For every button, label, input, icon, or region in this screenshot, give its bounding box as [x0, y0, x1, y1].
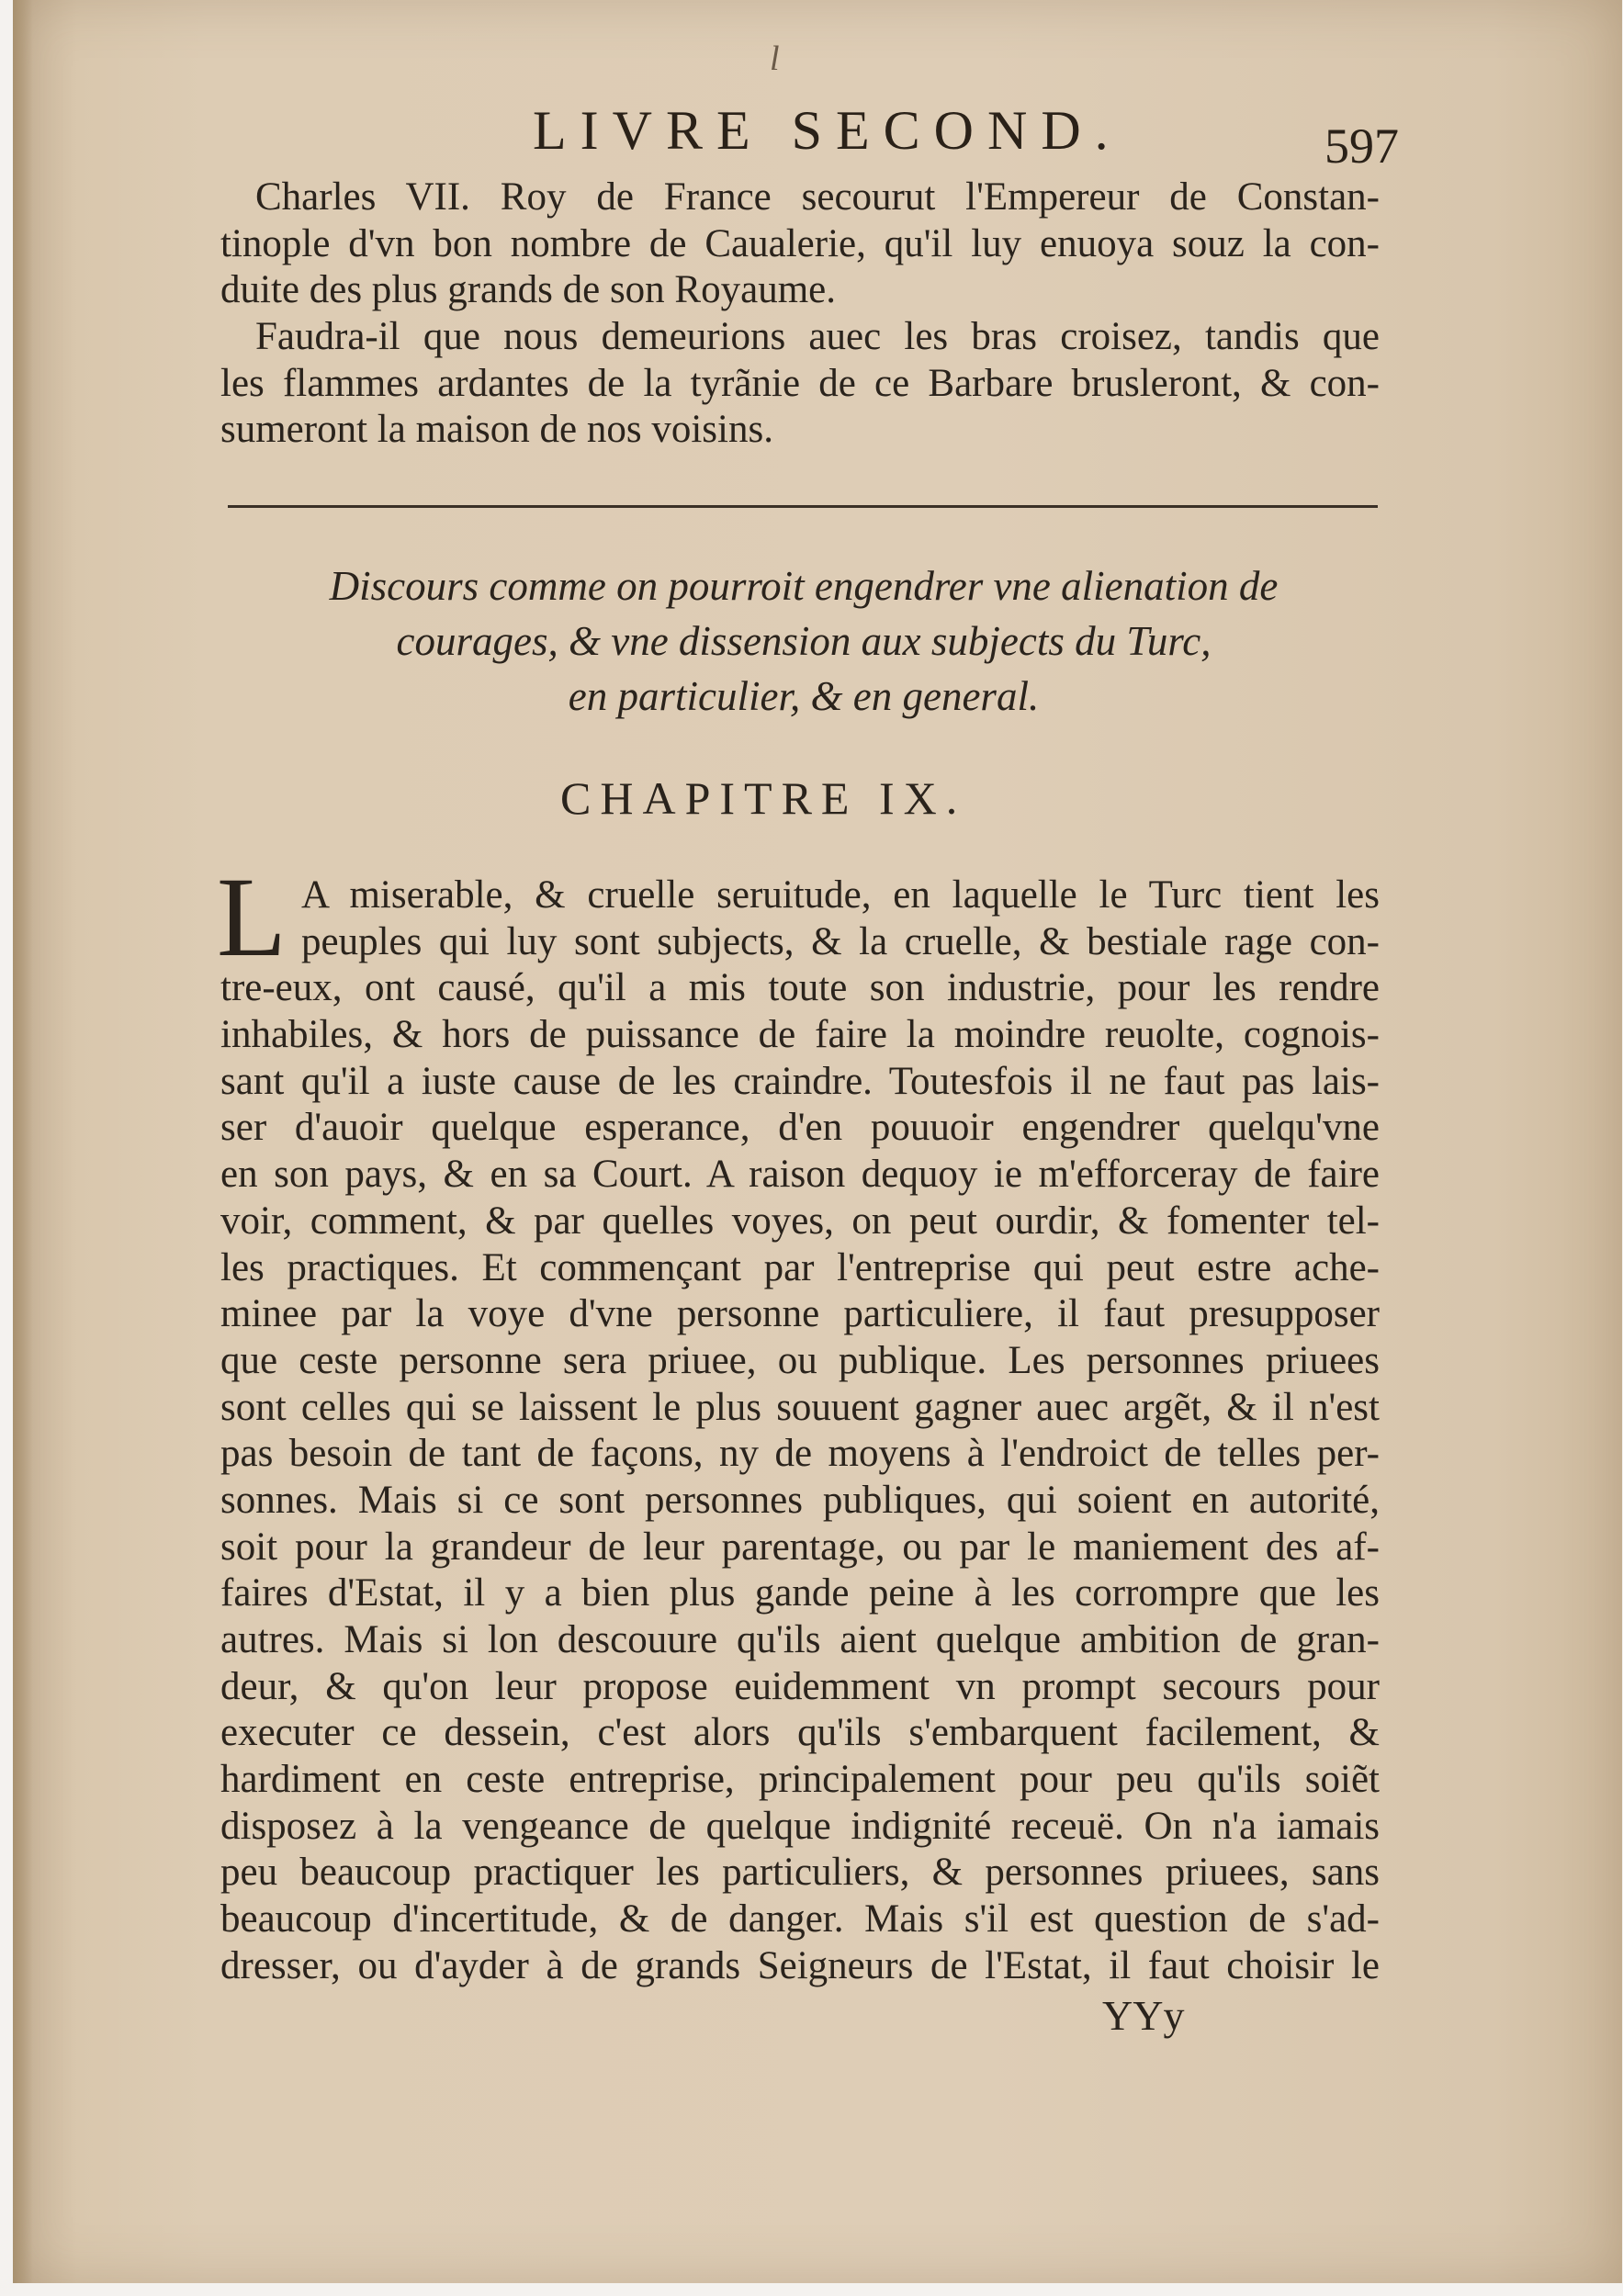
text-line: hardiment en ceste entreprise, principalement pour peu qu'ils soiẽt [220, 1758, 1380, 1802]
text-line: sumeront la maison de nos voisins. [220, 408, 773, 452]
section-rule [228, 505, 1378, 508]
text-line: inhabiles, & hors de puissance de faire la moindre reuolte, cognois- [220, 1013, 1380, 1057]
chapter-summary [202, 558, 1405, 724]
text-line: Faudra-il que nous demeurions auec les bras croisez, tandis que [255, 315, 1380, 359]
running-head: LIVRE SECOND. [533, 100, 1122, 161]
text-line: duite des plus grands de son Royaume. [220, 268, 836, 312]
text-line: ser d'auoir quelque esperance, d'en pouuoir engendrer quelqu'vne [220, 1106, 1380, 1150]
text-line: peu beaucoup practiquer les particuliers, & personnes priuees, sans [220, 1851, 1380, 1895]
pencil-mark: l [770, 39, 780, 78]
text-line: en son pays, & en sa Court. A raison dequoy ie m'efforceray de faire [220, 1153, 1380, 1197]
text-line: que ceste personne sera priuee, ou publique. Les personnes priuees [220, 1338, 1380, 1382]
text-line: minee par la voye d'vne personne particuliere, il faut presupposer [220, 1292, 1380, 1336]
caption-line: Discours comme on pourroit engendrer vne alienation de [329, 563, 1279, 609]
caption-line: en particulier, & en general. [568, 673, 1040, 719]
text-line: voir, comment, & par quelles voyes, on peut ourdir, & fomenter tel- [220, 1199, 1380, 1243]
text-line: pas besoin de tant de façons, ny de moyens à l'endroict de telles per- [220, 1432, 1380, 1476]
text-line: les practiques. Et commençant par l'entreprise qui peut estre ache- [220, 1245, 1380, 1289]
body-text [220, 872, 1380, 1990]
text-line: sonnes. Mais si ce sont personnes publiques, qui soient en autorité, [220, 1478, 1380, 1522]
text-line: sont celles qui se laissent le plus souuent gagner auec argẽt, & il n'est [220, 1385, 1380, 1429]
text-line: dresser, ou d'ayder à de grands Seigneurs de l'Estat, il faut choisir le [220, 1943, 1380, 1987]
text-line: disposez à la vengeance de quelque indignité receuë. On n'a iamais [220, 1804, 1380, 1848]
top-paragraphs [220, 174, 1380, 454]
text-line: beaucoup d'incertitude, & de danger. Mais s'il est question de s'ad- [220, 1897, 1380, 1941]
drop-cap: L [217, 854, 287, 980]
text-line: autres. Mais si lon descouure qu'ils aient quelque ambition de gran- [220, 1618, 1380, 1661]
caption-line: courages, & vne dissension aux subjects du Turc, [396, 618, 1212, 664]
text-line: tre-eux, ont causé, qu'il a mis toute son industrie, pour les rendre [220, 966, 1380, 1010]
text-line: Charles VII. Roy de France secourut l'Empereur de Constan- [255, 175, 1380, 219]
catchword: YYy [1102, 1992, 1185, 2039]
text-line: executer ce dessein, c'est alors qu'ils s'embarquent facilement, & [220, 1711, 1380, 1755]
chapter-heading: CHAPITRE IX. [560, 772, 967, 824]
text-line: deur, & qu'on leur propose euidemment vn prompt secours pour [220, 1664, 1380, 1708]
gutter-shadow [13, 0, 33, 2283]
text-line: A miserable, & cruelle seruitude, en laquelle le Turc tient les [301, 873, 1380, 917]
text-line: tinople d'vn bon nombre de Caualerie, qu'il luy enuoya souz la con- [220, 221, 1380, 265]
text-line: soit pour la grandeur de leur parentage, ou par le maniement des af- [220, 1525, 1380, 1569]
text-line: sant qu'il a iuste cause de les craindre. Toutesfois il ne faut pas lais- [220, 1059, 1380, 1103]
text-line: faires d'Estat, il y a bien plus gande peine à les corrompre que les [220, 1571, 1380, 1615]
text-line: peuples qui luy sont subjects, & la cruelle, & bestiale rage con- [301, 919, 1380, 963]
text-line: les flammes ardantes de la tyrãnie de ce Barbare brusleront, & con- [220, 361, 1380, 405]
page-number: 597 [1324, 118, 1399, 174]
